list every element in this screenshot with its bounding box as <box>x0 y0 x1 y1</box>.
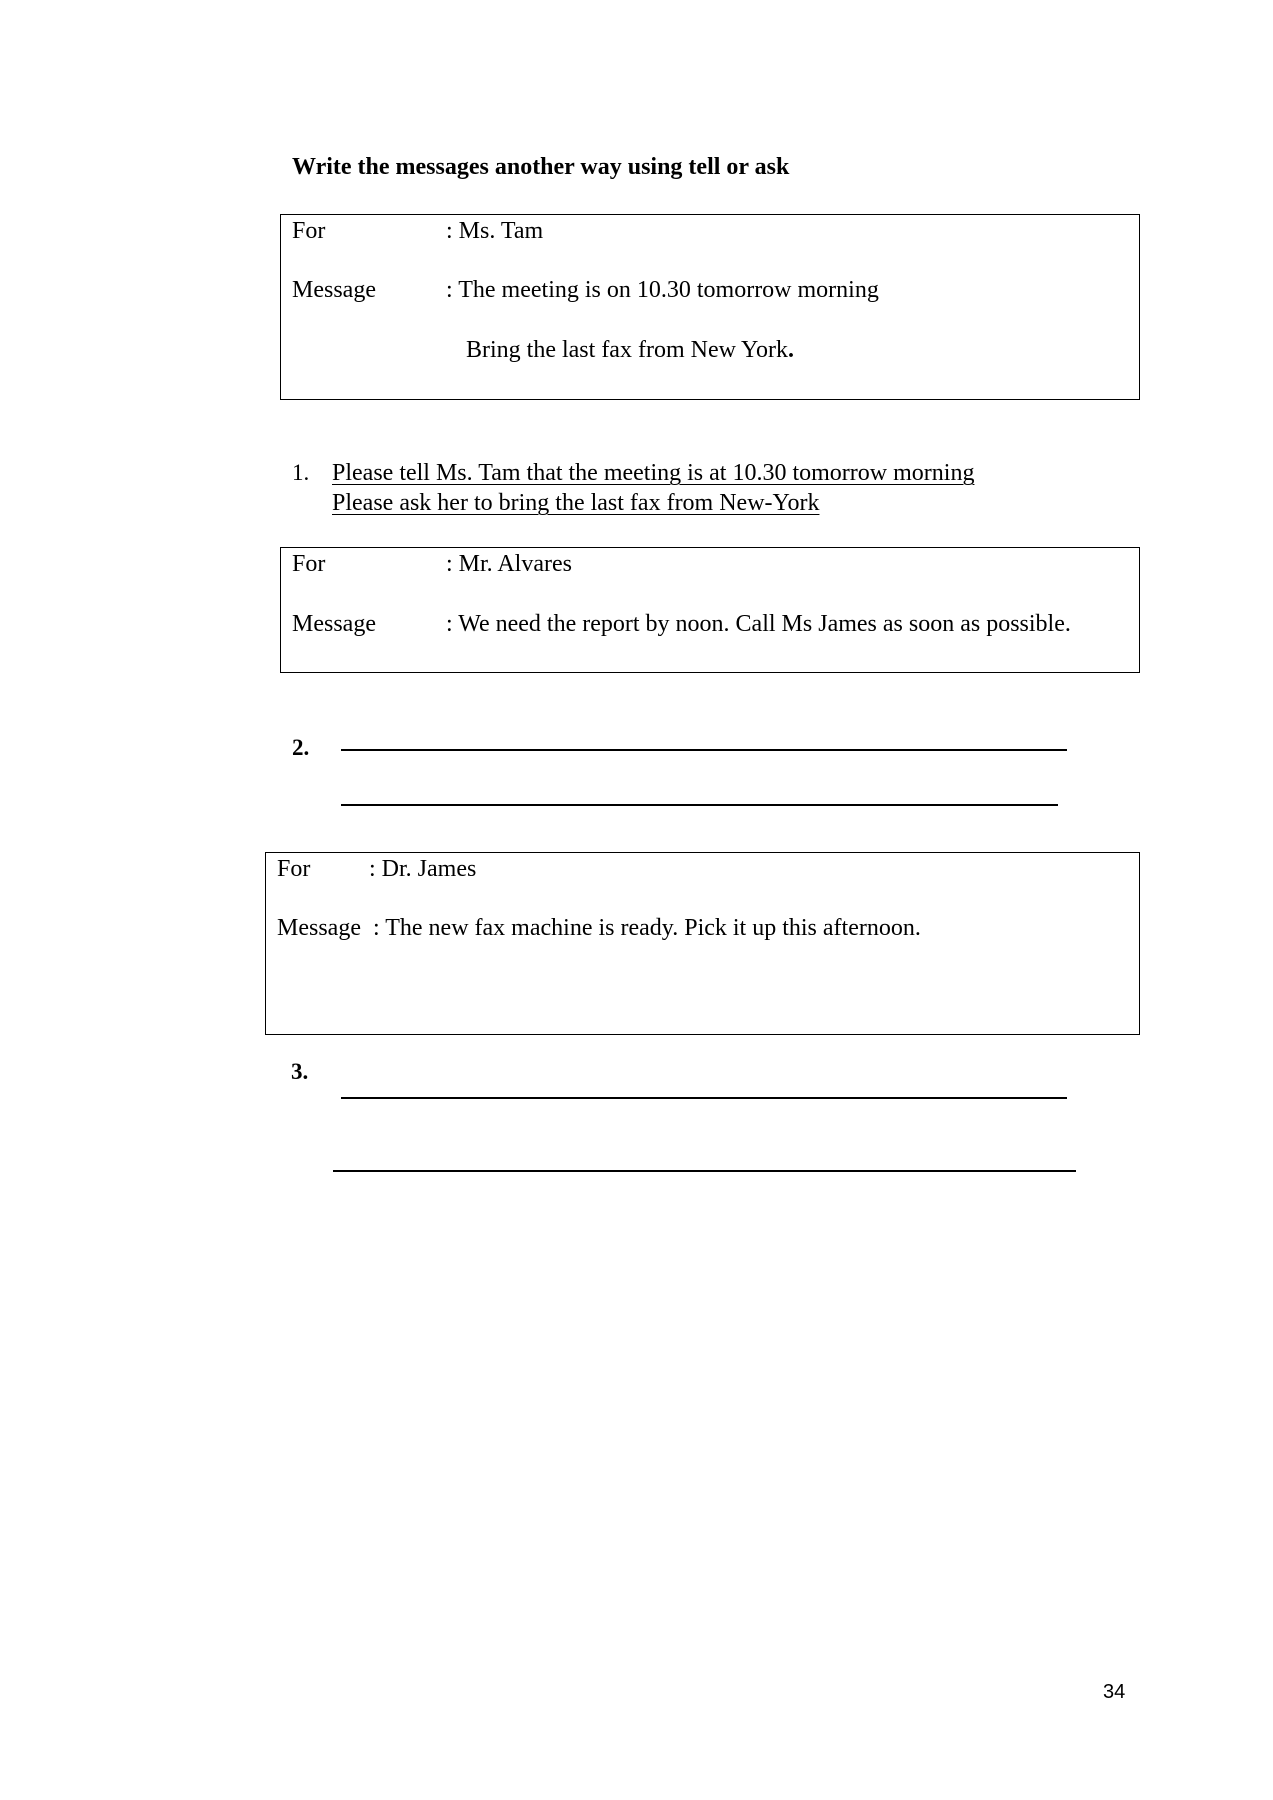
answer-1-number: 1. <box>292 460 310 485</box>
for-value: : Mr. Alvares <box>446 551 572 577</box>
for-value: : Dr. James <box>369 856 477 882</box>
answer-3-number: 3. <box>291 1059 309 1084</box>
answer-2-number: 2. <box>292 735 310 760</box>
message-label: Message <box>277 915 361 941</box>
answer-3-blank-line-2[interactable] <box>333 1170 1076 1172</box>
for-label: For <box>277 856 311 882</box>
message-label: Message <box>292 277 376 303</box>
for-label: For <box>292 551 326 577</box>
answer-3-blank-line-1[interactable] <box>341 1097 1067 1099</box>
answer-1-line-2: Please ask her to bring the last fax from New-York <box>332 490 820 516</box>
message-label: Message <box>292 611 376 637</box>
message-value-line1: : The meeting is on 10.30 tomorrow morning <box>446 277 879 303</box>
for-label: For <box>292 218 326 244</box>
for-value: : Ms. Tam <box>446 218 544 244</box>
message-value-line2: Bring the last fax from New York. <box>466 337 794 363</box>
message-value: : The new fax machine is ready. Pick it up this afternoon. <box>373 915 921 941</box>
answer-2-blank-line-2[interactable] <box>341 804 1058 806</box>
worksheet-heading: Write the messages another way using tell or ask <box>292 154 790 180</box>
page-number: 34 <box>1103 1681 1126 1703</box>
message-value: : We need the report by noon. Call Ms James as soon as possible. <box>446 611 1071 637</box>
message-box-mr-alvares <box>280 547 1140 673</box>
answer-1-line-1: Please tell Ms. Tam that the meeting is at 10.30 tomorrow morning <box>332 460 975 486</box>
answer-2-blank-line-1[interactable] <box>341 749 1067 751</box>
message-box-ms-tam <box>280 214 1140 400</box>
